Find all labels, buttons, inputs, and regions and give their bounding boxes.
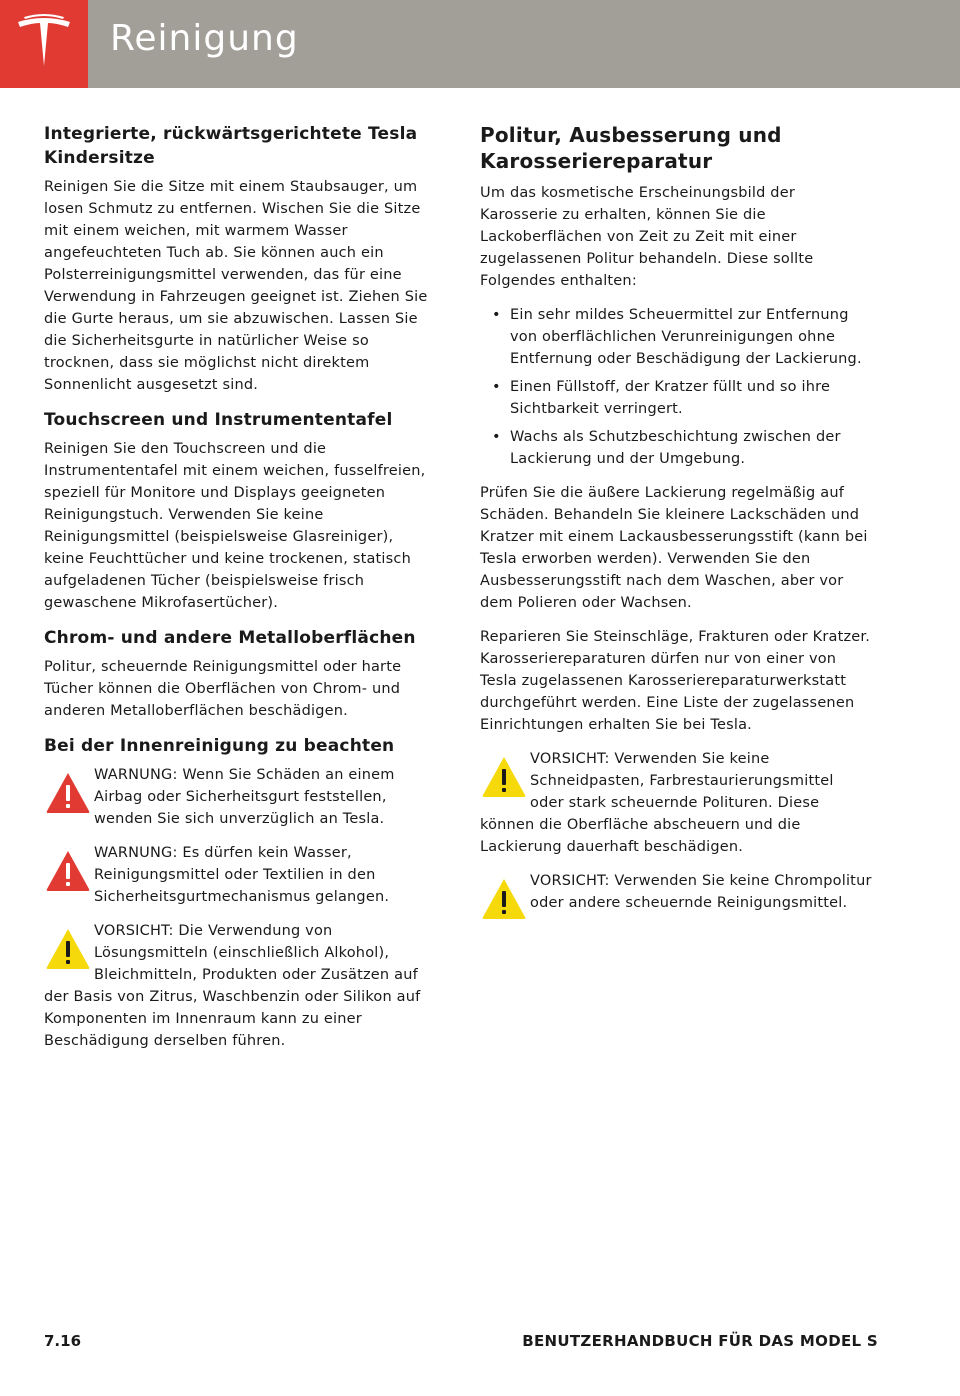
left-column xyxy=(44,122,436,1064)
warning-icon xyxy=(44,848,92,894)
caution-text: VORSICHT: Die Verwendung von Lösungsmitteln (einschließlich Alkohol), Bleichmitteln, Produkten oder Zusätzen auf der Basis von Zitrus, Waschbenzin oder Silikon auf Komponenten im Innenraum kann zu einer Beschädigung derselben führen. xyxy=(44,923,421,1049)
paragraph: Reparieren Sie Steinschläge, Frakturen oder Kratzer. Karosseriereparaturen dürfen nur von einer von Tesla zugelassenen Karosseriereparaturwerkstatt durchgeführt werden. Eine Liste der zugelassenen Einrichtungen erhalten Sie bei Tesla. xyxy=(480,629,871,733)
caution-icon xyxy=(44,926,92,972)
bullet-list xyxy=(492,304,872,470)
warning-notice xyxy=(44,764,436,830)
section-heading: Politur, Ausbesserung und Karosseriereparatur xyxy=(480,123,782,173)
section-touchscreen xyxy=(44,408,436,614)
warning-icon xyxy=(44,770,92,816)
paragraph: Prüfen Sie die äußere Lackierung regelmäßig auf Schäden. Behandeln Sie kleinere Lackschäden und Kratzer mit einem Lackausbesserungsstift (kann bei Tesla erworben werden). Verwenden Sie den Ausbesserungsstift nach dem Waschen, aber vor dem Polieren oder Wachsen. xyxy=(480,485,868,611)
section-body: Reinigen Sie die Sitze mit einem Staubsauger, um losen Schmutz zu entfernen. Wischen Sie die Sitze mit einem weichen, mit warmem Wasser angefeuchteten Tuch ab. Sie können auch ein Polsterreinigungsmittel verwenden, das für eine Verwendung in Fahrzeugen geeignet ist. Ziehen Sie die Gurte heraus, um sie abzuwischen. Lassen Sie die Sicherheitsgurte in natürlicher Weise so trocknen, dass sie möglichst nicht direktem Sonnenlicht ausgesetzt sind. xyxy=(44,179,428,393)
section-innenreinigung xyxy=(44,734,436,1052)
warning-text: WARNUNG: Wenn Sie Schäden an einem Airbag oder Sicherheitsgurt feststellen, wenden Sie sich unverzüglich an Tesla. xyxy=(94,767,395,827)
manual-title: BENUTZERHANDBUCH FÜR DAS MODEL S xyxy=(522,1332,878,1350)
page-header xyxy=(0,0,960,88)
warning-text: WARNUNG: Es dürfen kein Wasser, Reinigungsmittel oder Textilien in den Sicherheitsgurtmechanismus gelangen. xyxy=(94,845,390,905)
caution-notice xyxy=(44,920,436,1052)
section-heading: Bei der Innenreinigung zu beachten xyxy=(44,736,395,756)
caution-text: VORSICHT: Verwenden Sie keine Chrompolitur oder andere scheuernde Reinigungsmittel. xyxy=(530,873,872,911)
section-heading: Integrierte, rückwärtsgerichtete Tesla Kindersitze xyxy=(44,124,418,168)
warning-notice xyxy=(44,842,436,908)
caution-notice xyxy=(480,748,872,858)
caution-notice xyxy=(480,870,872,914)
section-intro: Um das kosmetische Erscheinungsbild der Karosserie zu erhalten, können Sie die Lackoberflächen von Zeit zu Zeit mit einer zugelassenen Politur behandeln. Diese sollte Folgendes enthalten: xyxy=(480,185,814,289)
list-item: • Einen Füllstoff, der Kratzer füllt und so ihre Sichtbarkeit verringert. xyxy=(492,376,872,420)
caution-text: VORSICHT: Verwenden Sie keine Schneidpasten, Farbrestaurierungsmittel oder stark scheuernde Polituren. Diese können die Oberfläche abscheuern und die Lackierung dauerhaft beschädigen. xyxy=(480,751,834,855)
section-chrom xyxy=(44,626,436,722)
list-item: • Ein sehr mildes Scheuermittel zur Entfernung von oberflächlichen Verunreinigungen ohne Entfernung oder Beschädigung der Lackierung. xyxy=(492,304,872,370)
tesla-logo-icon xyxy=(14,14,74,74)
section-body: Politur, scheuernde Reinigungsmittel oder harte Tücher können die Oberflächen von Chrom- und anderen Metalloberflächen beschädigen. xyxy=(44,659,402,719)
section-kindersitze xyxy=(44,122,436,396)
caution-icon xyxy=(480,876,528,922)
section-body: Reinigen Sie den Touchscreen und die Instrumententafel mit einem weichen, fusselfreien, speziell für Monitore und Displays geeigneten Reinigungstuch. Verwenden Sie keine Reinigungsmittel (beispielsweise Glasreiniger), keine Feuchttücher und keine trockenen, statisch aufgeladenen Tücher (beispielsweise frisch gewaschene Mikrofasertücher). xyxy=(44,441,426,611)
section-heading: Chrom- und andere Metalloberflächen xyxy=(44,628,416,648)
list-item: • Wachs als Schutzbeschichtung zwischen der Lackierung und der Umgebung. xyxy=(492,426,872,470)
section-heading: Touchscreen und Instrumententafel xyxy=(44,410,393,430)
logo-box xyxy=(0,0,88,88)
page-title: Reinigung xyxy=(110,18,299,59)
page-number: 7.16 xyxy=(44,1332,82,1350)
right-column xyxy=(480,122,872,926)
caution-icon xyxy=(480,754,528,800)
